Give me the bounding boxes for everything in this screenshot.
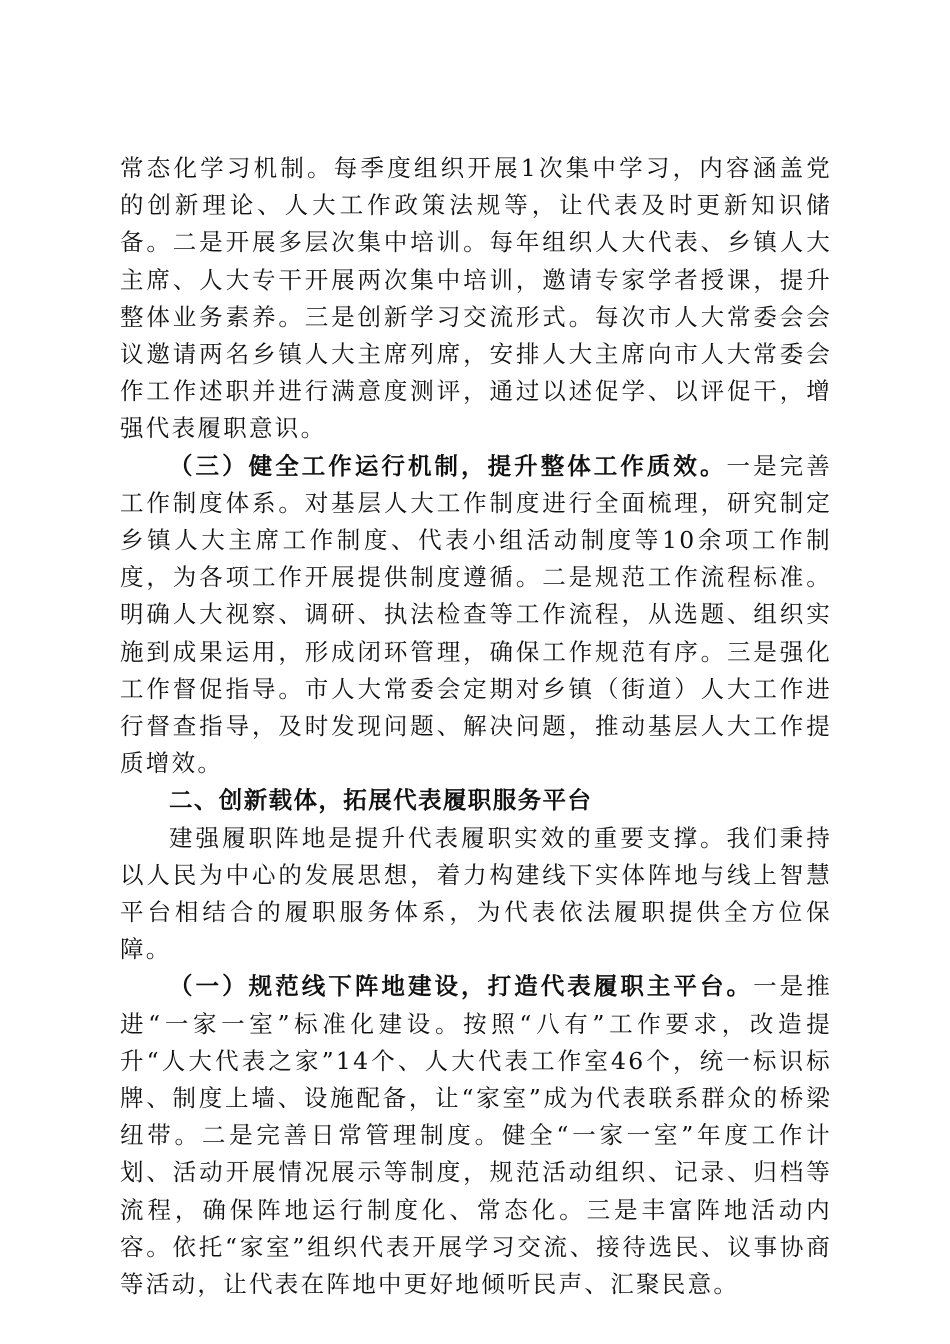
section-3-heading: （三）健全工作运行机制，提升整体工作质效。 — [169, 451, 727, 480]
paragraph-study-mechanism: 常态化学习机制。每季度组织开展1次集中学习，内容涵盖党的创新理论、人大工作政策法规等，让代表及时更新知识储备。二是开展多层次集中培训。每年组织人大代表、乡镇人大主席、人大专干开展两次集中培训，邀请专家学者授课，提升整体业务素养。三是创新学习交流形式。每次市人大常委会会议邀请两名乡镇人大主席列席，安排人大主席向市人大常委会作工作述职并进行满意度测评，通过以述促学、以评促干，增强代表履职意识。 — [120, 154, 832, 443]
paragraph-section-1 — [120, 968, 832, 1303]
section-1-heading: （一）规范线下阵地建设，打造代表履职主平台。 — [169, 972, 754, 1001]
section-3-body: 一是完善工作制度体系。对基层人大工作制度进行全面梳理，研究制定乡镇人大主席工作制度、代表小组活动制度等10余项工作制度，为各项工作开展提供制度遵循。二是规范工作流程标准。明确人大视察、调研、执法检查等工作流程，从选题、组织实施到成果运用，形成闭环管理，确保工作规范有序。三是强化工作督促指导。市人大常委会定期对乡镇（街道）人大工作进行督查指导，及时发现问题、解决问题，推动基层人大工作提质增效。 — [120, 451, 832, 778]
part-2-heading: 二、创新载体，拓展代表履职服务平台 — [169, 786, 593, 815]
paragraph-part-2-intro: 建强履职阵地是提升代表履职实效的重要支撑。我们秉持以人民为中心的发展思想，着力构建线下实体阵地与线上智慧平台相结合的履职服务体系，为代表依法履职提供全方位保障。 — [120, 823, 832, 964]
paragraph-section-3 — [120, 448, 832, 783]
document-body — [120, 150, 832, 1303]
section-1-body: 一是推进“一家一室”标准化建设。按照“八有”工作要求，改造提升“人大代表之家”14个、人大代表工作室46个，统一标识标牌、制度上墙、设施配备，让“家室”成为代表联系群众的桥梁纽带。二是完善日常管理制度。健全“一家一室”年度工作计划、活动开展情况展示等制度，规范活动组织、记录、归档等流程，确保阵地运行制度化、常态化。三是丰富阵地活动内容。依托“家室”组织代表开展学习交流、接待选民、议事协商等活动，让代表在阵地中更好地倾听民声、汇聚民意。 — [120, 972, 832, 1299]
